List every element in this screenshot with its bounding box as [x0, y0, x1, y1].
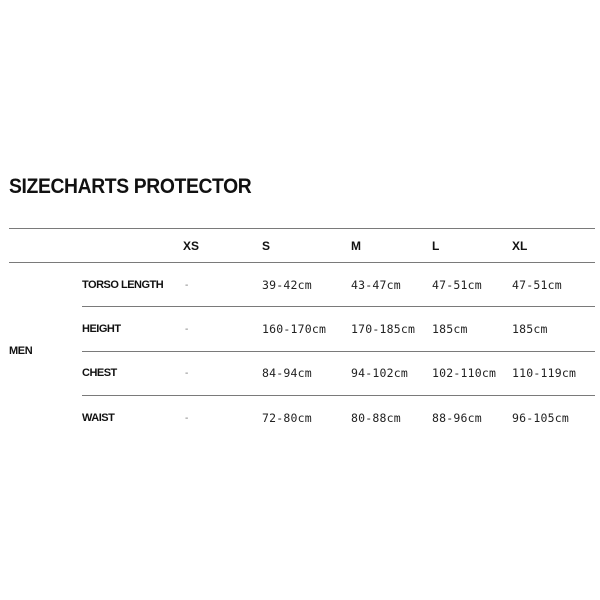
row-divider: [82, 351, 595, 352]
row-label: HEIGHT: [82, 323, 121, 335]
cell-value: 88-96cm: [432, 411, 482, 425]
cell-value: -: [185, 324, 189, 335]
header-divider: [9, 262, 595, 263]
cell-value: -: [185, 280, 189, 291]
table-top-divider: [9, 228, 595, 229]
cell-value: 96-105cm: [512, 411, 569, 425]
cell-value: 185cm: [512, 322, 548, 336]
cell-value: 160-170cm: [262, 322, 327, 336]
cell-value: 84-94cm: [262, 366, 312, 380]
cell-value: 80-88cm: [351, 411, 401, 425]
cell-value: 39-42cm: [262, 278, 312, 292]
page-title: SIZECHARTS PROTECTOR: [9, 175, 252, 198]
size-header-m: M: [351, 239, 361, 253]
row-divider: [82, 306, 595, 307]
cell-value: 47-51cm: [432, 278, 482, 292]
cell-value: 72-80cm: [262, 411, 312, 425]
cell-value: 94-102cm: [351, 366, 408, 380]
cell-value: 102-110cm: [432, 366, 497, 380]
cell-value: 170-185cm: [351, 322, 416, 336]
cell-value: 47-51cm: [512, 278, 562, 292]
group-label-men: MEN: [9, 345, 33, 357]
cell-value: -: [185, 368, 189, 379]
row-divider: [82, 395, 595, 396]
row-label: CHEST: [82, 367, 117, 379]
size-header-s: S: [262, 239, 271, 253]
cell-value: -: [185, 413, 189, 424]
cell-value: 185cm: [432, 322, 468, 336]
cell-value: 110-119cm: [512, 366, 577, 380]
row-label: WAIST: [82, 412, 115, 424]
size-header-l: L: [432, 239, 440, 253]
size-header-xs: XS: [183, 239, 200, 253]
size-header-xl: XL: [512, 239, 528, 253]
cell-value: 43-47cm: [351, 278, 401, 292]
row-label: TORSO LENGTH: [82, 279, 164, 291]
